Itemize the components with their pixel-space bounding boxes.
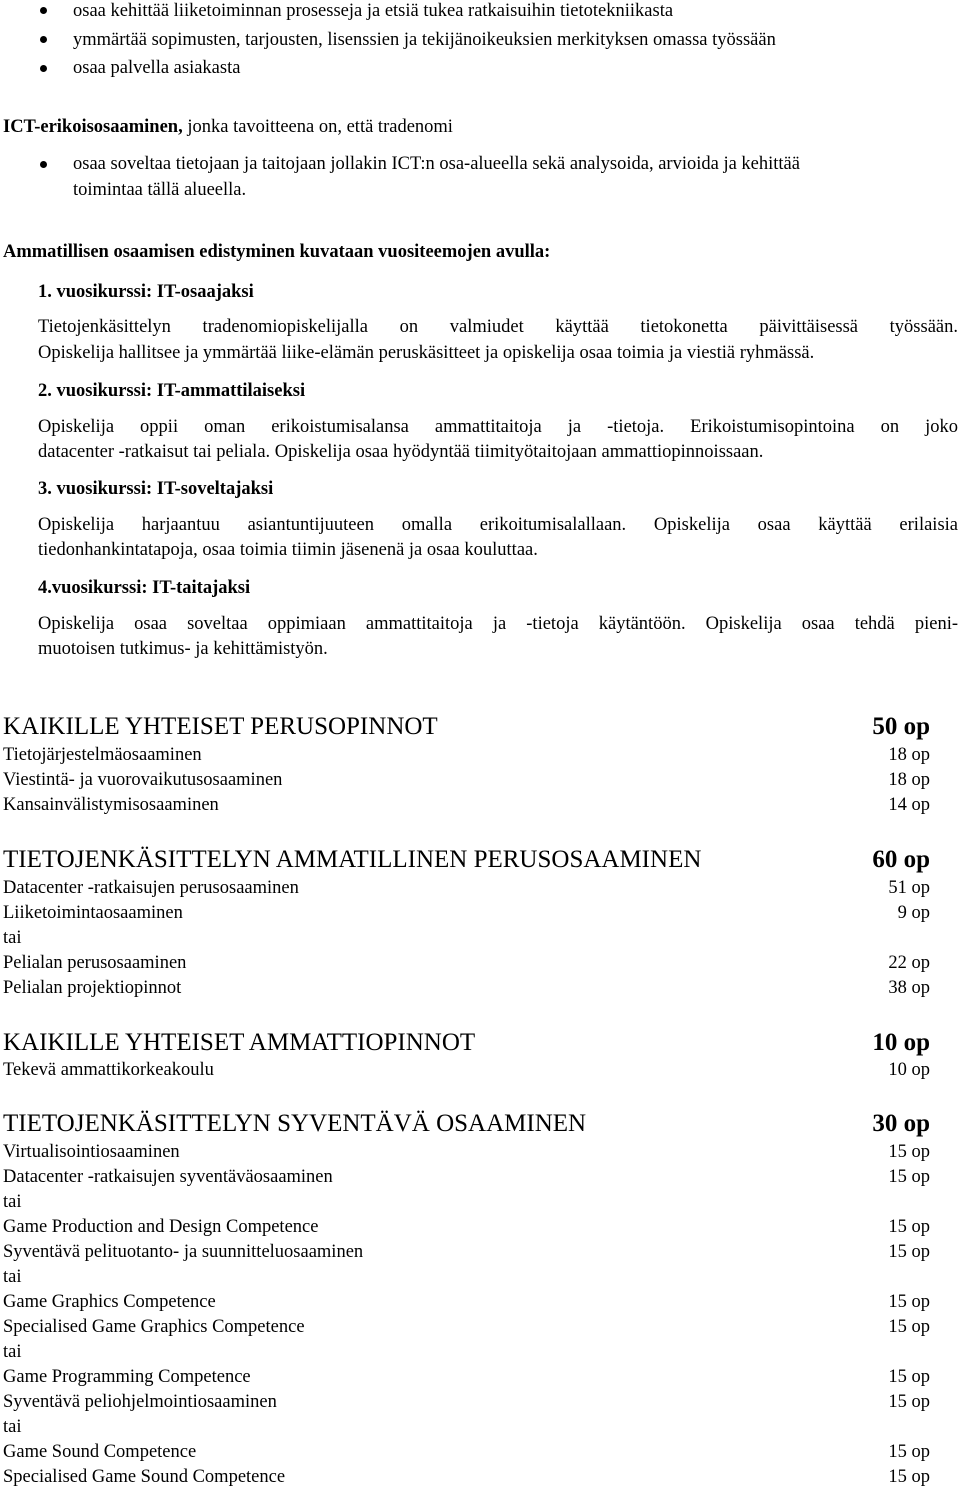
course-name: Syventävä peliohjelmointiosaaminen xyxy=(3,1392,277,1412)
section-title: TIETOJENKÄSITTELYN SYVENTÄVÄ OSAAMINEN xyxy=(3,1110,587,1137)
ict-bullet-line2: toimintaa tällä alueella. xyxy=(73,180,247,200)
course-name: Specialised Game Sound Competence xyxy=(3,1467,286,1487)
course-credits: 15 op xyxy=(888,1142,930,1162)
course-credits: 15 op xyxy=(888,1317,930,1337)
course-credits: 18 op xyxy=(888,745,930,765)
bullet-icon xyxy=(40,161,47,168)
course-name: Virtualisointiosaaminen xyxy=(3,1142,180,1162)
progress-heading: Ammatillisen osaamisen edistyminen kuvataan vuositeemojen avulla: xyxy=(3,242,551,262)
ict-bullet-line1: osaa soveltaa tietojaan ja taitojaan jollakin ICT:n osa-alueella sekä analysoida, arvioida ja kehittää xyxy=(73,154,800,174)
course-name: Datacenter -ratkaisujen perusosaaminen xyxy=(3,878,299,898)
course-name: Pelialan perusosaaminen xyxy=(3,953,187,973)
alternative-tai: tai xyxy=(3,1267,22,1287)
course-credits: 51 op xyxy=(888,878,930,898)
year-4-line2: muotoisen tutkimus- ja kehittämistyön. xyxy=(38,639,328,659)
course-credits: 14 op xyxy=(888,795,930,815)
course-name: Game Production and Design Competence xyxy=(3,1217,319,1237)
course-credits: 9 op xyxy=(897,903,930,923)
course-credits: 15 op xyxy=(888,1242,930,1262)
year-1-title: 1. vuosikurssi: IT-osaajaksi xyxy=(38,282,254,302)
year-3-line1: Opiskelija harjaantuu asiantuntijuuteen omalla erikoitumisalallaan. Opiskelija osaa käyttää erilaisia xyxy=(38,515,958,535)
course-credits: 15 op xyxy=(888,1442,930,1462)
course-name: Game Graphics Competence xyxy=(3,1292,216,1312)
alternative-tai: tai xyxy=(3,928,22,948)
course-name: Pelialan projektiopinnot xyxy=(3,978,182,998)
section-title: TIETOJENKÄSITTELYN AMMATILLINEN PERUSOSAAMINEN xyxy=(3,846,702,873)
year-4-title: 4.vuosikurssi: IT-taitajaksi xyxy=(38,578,251,598)
ict-heading-rest: jonka tavoitteena on, että tradenomi xyxy=(182,117,453,137)
year-1-line1: Tietojenkäsittelyn tradenomiopiskelijalla on valmiudet käyttää tietokonetta päivittäisessä työssään. xyxy=(38,317,958,337)
course-name: Tietojärjestelmäosaaminen xyxy=(3,745,202,765)
year-3-title: 3. vuosikurssi: IT-soveltajaksi xyxy=(38,479,274,499)
ict-heading xyxy=(3,118,453,137)
bullet-icon xyxy=(40,36,47,43)
year-4-line1: Opiskelija osaa soveltaa oppimiaan ammattitaitoja ja -tietoja käytäntöön. Opiskelija osaa tehdä pieni- xyxy=(38,614,958,634)
section-total: 30 op xyxy=(872,1110,930,1137)
course-name: Syventävä pelituotanto- ja suunnitteluosaaminen xyxy=(3,1242,364,1262)
section-title: KAIKILLE YHTEISET AMMATTIOPINNOT xyxy=(3,1029,476,1056)
section-title: KAIKILLE YHTEISET PERUSOPINNOT xyxy=(3,713,438,740)
course-credits: 18 op xyxy=(888,770,930,790)
intro-bullet-3: osaa palvella asiakasta xyxy=(73,58,241,78)
year-2-line2: datacenter -ratkaisut tai peliala. Opiskelija osaa hyödyntää tiimityötaitojaan ammattiopinnoissaan. xyxy=(38,442,764,462)
course-name: Liiketoimintaosaaminen xyxy=(3,903,183,923)
section-total: 50 op xyxy=(872,713,930,740)
course-name: Tekevä ammattikorkeakoulu xyxy=(3,1060,214,1080)
course-credits: 22 op xyxy=(888,953,930,973)
course-name: Specialised Game Graphics Competence xyxy=(3,1317,305,1337)
section-total: 60 op xyxy=(872,846,930,873)
course-credits: 15 op xyxy=(888,1292,930,1312)
course-name: Game Sound Competence xyxy=(3,1442,197,1462)
ict-heading-bold: ICT-erikoisosaaminen, xyxy=(3,117,183,137)
year-2-line1: Opiskelija oppii oman erikoistumisalansa ammattitaitoja ja -tietoja. Erikoistumisopintoina on joko xyxy=(38,417,958,437)
year-2-title: 2. vuosikurssi: IT-ammattilaiseksi xyxy=(38,381,306,401)
course-credits: 15 op xyxy=(888,1467,930,1487)
course-credits: 15 op xyxy=(888,1217,930,1237)
section-total: 10 op xyxy=(872,1029,930,1056)
alternative-tai: tai xyxy=(3,1342,22,1362)
course-name: Viestintä- ja vuorovaikutusosaaminen xyxy=(3,770,283,790)
alternative-tai: tai xyxy=(3,1192,22,1212)
course-credits: 15 op xyxy=(888,1367,930,1387)
bullet-icon xyxy=(40,7,47,14)
course-credits: 15 op xyxy=(888,1392,930,1412)
year-3-line2: tiedonhankintatapoja, osaa toimia tiimin jäsenenä ja osaa kouluttaa. xyxy=(38,540,538,560)
course-credits: 10 op xyxy=(888,1060,930,1080)
course-name: Datacenter -ratkaisujen syventäväosaaminen xyxy=(3,1167,333,1187)
intro-bullet-2: ymmärtää sopimusten, tarjousten, lisenssien ja tekijänoikeuksien merkityksen omassa työssään xyxy=(73,30,776,50)
course-credits: 38 op xyxy=(888,978,930,998)
course-name: Game Programming Competence xyxy=(3,1367,251,1387)
alternative-tai: tai xyxy=(3,1417,22,1437)
course-name: Kansainvälistymisosaaminen xyxy=(3,795,219,815)
bullet-icon xyxy=(40,65,47,72)
intro-bullet-1: osaa kehittää liiketoiminnan prosesseja ja etsiä tukea ratkaisuihin tietotekniikasta xyxy=(73,1,674,21)
course-credits: 15 op xyxy=(888,1167,930,1187)
year-1-line2: Opiskelija hallitsee ja ymmärtää liike-elämän peruskäsitteet ja opiskelija osaa toimia ja viestiä ryhmässä. xyxy=(38,343,815,363)
